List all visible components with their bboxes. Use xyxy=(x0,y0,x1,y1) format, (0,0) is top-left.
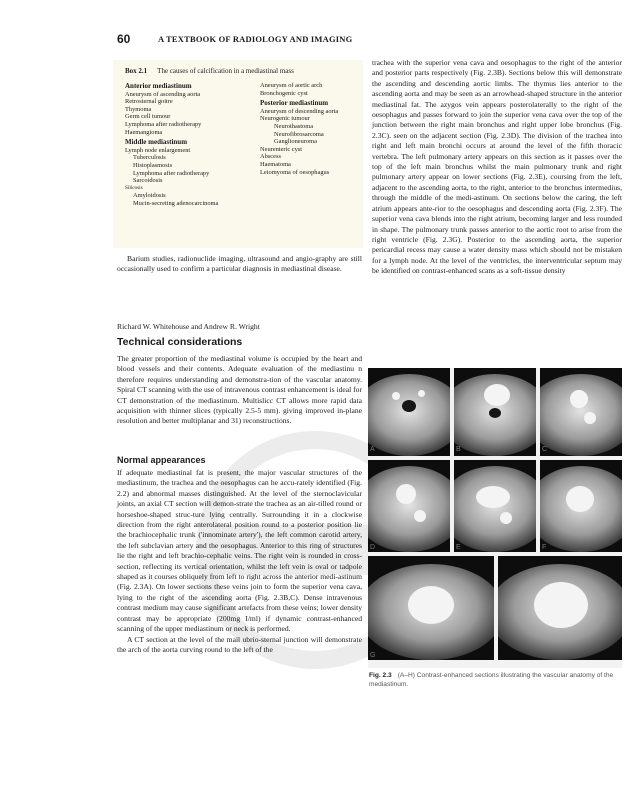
technical-text: The greater proportion of the mediastinal volume is occupied by the heart and blood vessels and their contents. Adequate evaluation of the mediastinu n therefore requires understanding and demonstra-tion of the vascular anatomy. Spiral CT scanning with the use of intravenous contrast enhancement is ideal for CT demonstration of the mediastinum. Multislicc CT allows more rapid data acquisition with thinner slices (typically 2.5-5 mm). giving improved in-plane resolution and better multiplanar and 31) reconstructions. xyxy=(117,354,362,426)
normal-text: If adequate mediastinal fat is present, the major vascular structures of the mediastinum, the trachea and the oesophagus can he accu-rately identified (Fig. 2.2) and abnormal masses distinguished. At the level of the sternoclavicular joints, an axial CT section will demon-strate the trachea as an air-tilled round or horseshoe-shaped struc-ture lying centrally. Surrounding it in a clockwise direction from the right anterolateral position round to a posterior position lie the brachiocephalic trunk ('innominate artery'), the left common carotid artery, the left subclavian artery and the oesophagus. Anterior to this ring of structures lie the right and left brachio-cephalic veins. The right vein is rounded in cross-section, reflecting its vertical orientation, whilst the left vein is oval or tadpole shaped as it courses obliquely from left to right across the anterior medi-astinum (Fig. 2.3A). On lower sections these veins join to form the superior vena cava, lying to the right of the ascending aorta (Fig. 2.3B,C). Dense intravenous contrast medium may cause significant artefacts from these veins; lower density contrast may be appropriate (200mg I/ml) if dynamic contrast-enhanced scanning of the upper mediastinum or neck is performed. xyxy=(117,468,362,634)
caption-label: Fig. 2.3 xyxy=(369,672,392,679)
box-item: Aneurysm of descending aorta xyxy=(260,107,339,115)
figure-2-3 xyxy=(368,368,622,668)
ct-panel-e xyxy=(454,460,536,552)
intro-text: Barium studies, radionuclide imaging, ultrasound and angio-graphy are still occasionally used to confirm a particular diagnosis in mediastinal disease. xyxy=(117,254,362,274)
box-heading: Posterior mediastinum xyxy=(260,99,329,108)
box-item: Thymoma xyxy=(125,105,152,113)
box-item: Bronchogenic cyst xyxy=(260,89,308,97)
panel-label-a: A xyxy=(370,446,375,453)
normal-text-2: A CT section at the level of the mail ubrio-sternal junction will demonstrate the arch of the aorta curving round to the left of the xyxy=(117,634,362,654)
box-heading: Anterior mediastinum xyxy=(125,82,192,90)
normal-paragraph xyxy=(117,468,362,655)
ct-panel-d xyxy=(368,460,450,552)
subsection-title: Normal appearances xyxy=(117,455,206,465)
box-item: Histoplasmosis xyxy=(133,161,173,169)
box-item: Neurofibrosarcoma xyxy=(274,130,324,138)
box-item: Leiomyoma of oesophagus xyxy=(260,168,330,176)
panel-label-f: F xyxy=(542,544,547,551)
box-item: Germ cell tumour xyxy=(125,113,171,121)
box-item: Retrosternal goitre xyxy=(125,98,173,106)
ct-panel-h xyxy=(498,556,622,660)
box-item: Neurothastoma xyxy=(274,122,314,130)
box-item: Haemangioma xyxy=(125,128,163,136)
box-item: Aneurysm of aortic arch xyxy=(260,82,323,89)
box-item: Neurenteric cyst xyxy=(260,145,303,153)
panel-label-d: D xyxy=(370,544,376,551)
box-item: Ganglioneuroma xyxy=(274,138,317,146)
box-item: Lymph node enlargement xyxy=(125,146,191,154)
ct-panel-g xyxy=(368,556,494,660)
box-left-column xyxy=(125,80,245,208)
box-item: Neurogenic tumour xyxy=(260,115,310,123)
box-label: Box 2.1 xyxy=(125,67,148,75)
technical-paragraph xyxy=(117,354,362,427)
caption-text: (A–H) Contrast-enhanced sections illustrating the vascular anatomy of the mediastinum. xyxy=(369,672,614,688)
box-item: Silicosis xyxy=(125,184,143,191)
box-item: Lymphoma after radiotherapy xyxy=(125,120,202,128)
panel-label-c: C xyxy=(542,446,548,453)
panel-label-e: E xyxy=(456,544,461,551)
box-item: Haematoma xyxy=(260,160,291,168)
ct-panel-c xyxy=(540,368,622,456)
box-item: Sarcoidosis xyxy=(133,177,163,185)
ct-panel-b xyxy=(454,368,536,456)
intro-paragraph xyxy=(117,254,362,275)
page-number: 60 xyxy=(117,32,131,46)
panel-label-g: G xyxy=(370,652,376,659)
box-item: Amyloidosis xyxy=(133,192,166,200)
box-item: Abscess xyxy=(260,153,281,161)
panel-label-b: B xyxy=(456,446,461,453)
running-title: A TEXTBOOK OF RADIOLOGY AND IMAGING xyxy=(158,34,353,44)
ct-panel-a xyxy=(368,368,450,456)
right-column-paragraph xyxy=(372,58,622,277)
box-item: Lymphoma after radiotherapy xyxy=(133,169,210,177)
box-caption: The causes of calcification in a mediastinal mass xyxy=(157,67,294,75)
box-item: Aneurysm of ascending aorta xyxy=(125,90,201,98)
ct-panel-f xyxy=(540,460,622,552)
authors: Richard W. Whitehouse and Andrew R. Wright xyxy=(117,322,260,331)
box-heading: Middle mediastinum xyxy=(125,138,188,147)
right-text: trachea with the superior vena cava and oesophagus to the right of the anterior and posterior parts respectively (Fig. 2.3B). Sections below this will demonstrate the ascending and descending aortic limbs. The thymus lies anterior to the ascending aorta and may be seen as an arrowhead-shaped structure in the anterior mediastinal fat. The azygos vein appears posterolaterally to the right of the oesophagus and passes forward to join the superior vena cava over the top of the junction between the right main bronchus and right upper lobe bronchus (Fig. 2.3C). seen on the adjacent section (Fig. 2.3D). The division of the trachea into right and left main bronchi occurs at around the level of the fifth thoracic vertebra. The left pulmonary artery appears on this section as it passes over the top of the left main bronchus whilst the main pulmonary trunk and right pulmonary artery appear on lower sections (Fig. 2.3E), coursing from the left, adjacent to the ascending aorta, to the right, anterior to the bronchus intermedius, through the middle of the medi-astinum. On sections below the caring, the left atrium appears ante-rior to the oesophagus and descending aorta (Fig. 2.3F). The superior vena cava blends into the right atrium, becoming larger and less rounded in shape. The pulmonary trunk passes anterior to the aortic root to arise from the right ventricle (Fig. 2.3G). Posterior to the ascending aorta, the superior pericardial recess may cause a water density mass which should not be mistaken for a lymph node. At the level of the ventricles, the interventricular septum may be identified on contrast-enhanced scans as a soft-tissue density xyxy=(372,58,622,276)
box-item: Mucin-secreting adenocarcinoma xyxy=(133,199,219,207)
box-item: Tuberculosis xyxy=(133,154,166,162)
figure-caption xyxy=(369,672,623,689)
section-title: Technical considerations xyxy=(117,336,243,348)
box-right-column xyxy=(260,82,360,176)
box-title xyxy=(125,67,294,75)
